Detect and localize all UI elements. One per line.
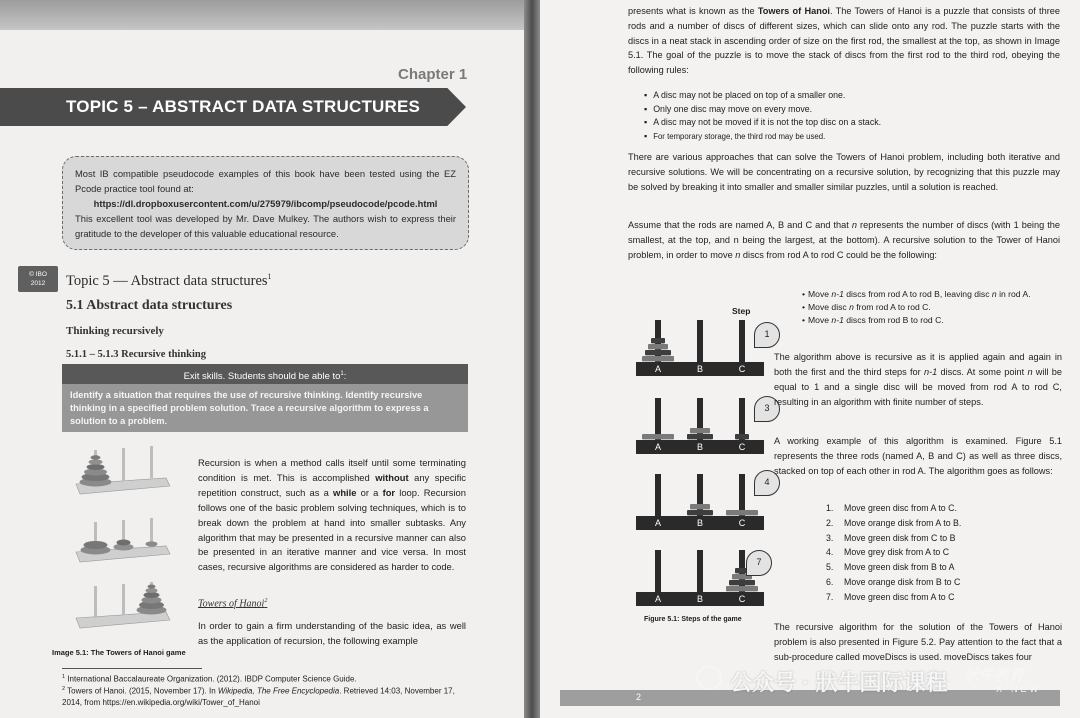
- algorithm-step: [826, 590, 961, 605]
- hanoi-photo-end: [66, 578, 178, 630]
- move-item: [802, 288, 1064, 301]
- subheading: Thinking recursively: [66, 325, 164, 337]
- note-line-1: Most IB compatible pseudocode examples of this book have been tested using the EZ Pcode practice tool found at:: [75, 168, 456, 194]
- hanoi-rod: [655, 398, 661, 440]
- algorithm-step: [826, 575, 961, 590]
- hanoi-photo-middle: [66, 512, 178, 564]
- towers-link-text[interactable]: Towers of Hanoi: [198, 598, 265, 610]
- move-1-pre: Move: [808, 289, 832, 299]
- hanoi-rod: [697, 474, 703, 516]
- watermark-text: 公众号 · 狀牛国际课程: [730, 670, 948, 695]
- watermark-logo: 狀牛教育: [964, 667, 1025, 684]
- algorithm-step-number: 2.: [826, 517, 834, 528]
- rod-label: B: [696, 364, 704, 374]
- hanoi-disc: [642, 356, 674, 361]
- p4-text-1: The algorithm above is recursive as it is applied again and again in both the first and the third steps for: [774, 352, 1062, 377]
- move-1-post: discs from rod A to rod B, leaving disc: [843, 289, 992, 299]
- step-badge: 4: [754, 470, 780, 496]
- note-url[interactable]: https://dl.dropboxusercontent.com/u/275979/ibcomp/pseudocode/pcode.html: [93, 198, 438, 209]
- hanoi-photo-start: [66, 444, 178, 496]
- rule-item: ▪ A disc may not be moved if it is not the top disc on a stack.: [644, 116, 881, 130]
- ibo-badge-line-2: 2012: [30, 280, 46, 287]
- rule-item: ▪ Only one disc may move on every move.: [644, 103, 881, 117]
- hanoi-disc: [687, 510, 713, 515]
- step-diagram: [630, 392, 780, 456]
- assumption-paragraph: [628, 218, 1060, 262]
- recursion-paragraph: [198, 456, 466, 575]
- watermark: [696, 660, 1068, 700]
- rod-label: B: [696, 518, 704, 528]
- hanoi-disc: [729, 580, 755, 585]
- footnote-2-post[interactable]: . Retrieved 14:03, November 17, 2014, from https://en.wikipedia.org/wiki/Tower_of_Hanoi: [62, 686, 455, 707]
- rule-item: ▪ A disc may not be placed on top of a smaller one.: [644, 89, 881, 103]
- rod-label: A: [654, 594, 662, 604]
- move-2-post: from rod A to rod C.: [853, 302, 931, 313]
- rod-label: B: [696, 442, 704, 452]
- footnote-1-text: International Baccalaureate Organization. (2012). IBDP Computer Science Guide.: [67, 674, 357, 684]
- exit-skills-body: Identify a situation that requires the use of recursive thinking. Identify recursive thinking in a specified problem solution. Trace a recursive algorithm to express a solution to a problem.: [62, 384, 468, 432]
- ibo-badge-line-1: © IBO: [29, 271, 47, 278]
- step-diagram: [630, 468, 780, 532]
- hanoi-disc: [648, 344, 668, 349]
- p4-text-2: discs. At some point: [937, 367, 1028, 377]
- move-item: [802, 314, 1064, 327]
- algorithm-step-text: Move green disk from C to B: [844, 532, 956, 543]
- algorithm-step-text: Move orange disk from B to C: [844, 576, 961, 587]
- recursive-moves-list: [802, 288, 1064, 328]
- p3-italic-1: n: [851, 220, 857, 230]
- right-page: [540, 0, 1080, 718]
- p1-bold: Towers of Hanoi: [757, 6, 830, 16]
- hanoi-rod: [655, 550, 661, 592]
- subsubheading: 5.1.1 – 5.1.3 Recursive thinking: [66, 349, 207, 360]
- footnote-2-pre: Towers of Hanoi. (2015, November 17). In: [67, 686, 218, 696]
- recursion-text-4: loop. Recursion follows one of the basic problem solving techniques, which is to break down the problem at hand into smaller subtasks. Any algorithm that may be presented in a recursive manner can also be presented in an iterative manner and vice versa. In most cases, recursive algorithms are considered as harder to code.: [198, 486, 466, 573]
- move-1-it: n-1: [831, 289, 844, 299]
- recursion-bold-for: for: [382, 486, 396, 498]
- algorithm-step-number: 4.: [826, 547, 834, 558]
- left-page: [0, 0, 524, 718]
- book-gutter: [524, 0, 540, 718]
- recursion-text-1: Recursion is when a method calls itself until some terminating condition is met. This is accomplished: [198, 457, 466, 483]
- p3-text-2: represents the number of discs (with 1 being the smallest, at the top, and n being the largest, at the bottom). A recursive solution to the Tower of Hanoi problem, in order to move: [628, 220, 1060, 260]
- exit-skills-footnote-ref[interactable]: 1: [340, 371, 344, 377]
- approaches-paragraph: There are various approaches that can solve the Towers of Hanoi problem, including both iterative and recursive solutions. We will be concentrating on a recursive solution, by recognizing that this puzzle may be solved by breaking it into smaller and smaller similar puzzles, until a solution is reached.: [628, 152, 1060, 192]
- page-number: 2: [636, 692, 642, 702]
- note-line-2: This excellent tool was developed by Mr. Dave Mulkey. The authors wish to express their gratitude to the developer of this valuable educational resource.: [75, 213, 456, 239]
- step-badge: 3: [754, 396, 780, 422]
- footnote-2: [62, 684, 462, 708]
- move-1-it2: n: [991, 289, 997, 299]
- image-caption: Image 5.1: The Towers of Hanoi game: [52, 648, 186, 657]
- top-band: [0, 0, 524, 30]
- algorithm-step-number: 3.: [826, 532, 834, 543]
- step-badge: 7: [746, 550, 772, 576]
- algorithm-step-number: 7.: [826, 591, 834, 602]
- hanoi-disc: [687, 434, 713, 439]
- hanoi-disc: [726, 510, 758, 515]
- p4-text-3: will be equal to 1 and a single disc will be moved from rod A to rod C, resulting in an algorithm with finite number of steps.: [774, 367, 1062, 407]
- hanoi-rod: [655, 474, 661, 516]
- pseudocode-note-box: [62, 156, 469, 250]
- ibo-badge: [18, 266, 58, 292]
- p4-italic-2: n: [1027, 367, 1033, 377]
- algorithm-step-number: 1.: [826, 503, 834, 513]
- footnote-1: [62, 672, 357, 685]
- exit-skills-title: [62, 364, 468, 384]
- move-item: [802, 301, 1064, 314]
- exit-skills-title-end: :: [343, 371, 347, 383]
- rod-label: A: [654, 364, 662, 374]
- p3-text-1: Assume that the rods are named A, B and C and that: [628, 220, 852, 230]
- algorithm-steps-list: [826, 501, 961, 605]
- algorithm-step: [826, 516, 961, 531]
- wechat-icon: [696, 666, 722, 690]
- rod-label: C: [738, 364, 746, 374]
- recursion-bold-while: while: [333, 486, 357, 498]
- rod-label: A: [654, 518, 662, 528]
- p3-italic-2: n: [735, 249, 741, 260]
- hanoi-rod: [739, 474, 745, 516]
- step-diagram-svg: [630, 314, 770, 378]
- watermark-logo-sub: X-NEW: [996, 684, 1041, 694]
- hanoi-rod: [739, 398, 745, 440]
- topic-heading-footnote-ref[interactable]: 1: [267, 272, 272, 281]
- algorithm-step: [826, 560, 961, 575]
- topic-heading-text: Topic 5 — Abstract data structures: [66, 272, 268, 289]
- figure-caption: Figure 5.1: Steps of the game: [644, 616, 742, 623]
- topic-banner-title: TOPIC 5 – ABSTRACT DATA STRUCTURES: [66, 97, 421, 116]
- move-2-pre: Move disc: [808, 302, 850, 313]
- rule-item: ▪ For temporary storage, the third rod may be used.: [644, 130, 881, 144]
- move-2-it: n: [849, 302, 854, 313]
- step-label: Step: [732, 306, 751, 316]
- hanoi-rod: [739, 320, 745, 362]
- footnote-divider: [62, 668, 202, 669]
- hanoi-rod: [697, 398, 703, 440]
- algorithm-step-text: Move green disc from A to C.: [844, 503, 957, 513]
- algorithm-step-number: 5.: [826, 562, 834, 573]
- topic-heading: [66, 272, 272, 290]
- p4-italic-1: n-1: [923, 367, 938, 377]
- step-diagram: [630, 314, 780, 378]
- towers-of-hanoi-link[interactable]: [198, 598, 267, 609]
- algorithm-step-text: Move orange disk from A to B.: [844, 517, 962, 528]
- hanoi-rod: [697, 320, 703, 362]
- move-3-it: n-1: [831, 315, 844, 326]
- move-1-post2: in rod A.: [996, 289, 1031, 299]
- footnote-1-num: 1: [62, 674, 66, 680]
- p1-text-1: presents what is known as the: [628, 6, 758, 16]
- exit-skills-title-text: Exit skills. Students should be able to: [183, 371, 341, 383]
- move-3-pre: Move: [808, 315, 832, 326]
- step-diagram-svg: [630, 392, 770, 456]
- algorithm-step: [826, 501, 961, 516]
- hanoi-disc: [735, 434, 749, 439]
- algorithm-step-number: 6.: [826, 576, 834, 587]
- hanoi-disc: [690, 504, 710, 509]
- chapter-label: Chapter 1: [398, 66, 468, 83]
- rod-label: A: [654, 442, 662, 452]
- move-3-post: discs from rod B to rod C.: [843, 315, 944, 326]
- rules-list: [644, 89, 881, 143]
- rod-label: B: [696, 594, 704, 604]
- section-heading: 5.1 Abstract data structures: [66, 298, 233, 313]
- step-diagram: [630, 544, 780, 608]
- recursion-text-3: or a: [356, 486, 383, 498]
- hanoi-disc: [690, 428, 710, 433]
- towers-link-footnote-ref[interactable]: 2: [264, 598, 268, 604]
- hanoi-disc: [651, 338, 665, 343]
- towers-intro-paragraph: [628, 4, 1060, 78]
- rod-label: C: [738, 518, 746, 528]
- recursion-bold-without: without: [375, 471, 409, 483]
- hanoi-rod: [697, 550, 703, 592]
- algorithm-step-text: Move green disc from A to C: [844, 591, 955, 602]
- step-diagram-svg: [630, 468, 770, 532]
- hanoi-disc: [642, 434, 674, 439]
- working-example-paragraph: A working example of this algorithm is examined. Figure 5.1 represents the three rods (named A, B and C) as well as three discs, stacked on top of each other in rod A. The algorithm goes as follows:: [774, 436, 1062, 476]
- footnote-2-source: Wikipedia, The Free Encyclopedia: [217, 686, 340, 696]
- algorithm-step-text: Move grey disk from A to C: [844, 547, 950, 558]
- algorithm-step: [826, 545, 961, 560]
- p1-text-2: . The Towers of Hanoi is a puzzle that consists of three rods and a number of discs of different sizes, which can slide onto any rod. The puzzle starts with the discs in a neat stack in ascending order of size on the first rod, the smallest at the top, as shown in Image 5.1. The goal of the puzzle is to move the stack of discs from the first rod to the third rod, obeying the following rules:: [628, 6, 1060, 76]
- hanoi-disc: [726, 586, 758, 591]
- recursion-text-2: any specific repetition construct, such as a: [198, 471, 466, 498]
- hanoi-disc: [645, 350, 671, 355]
- algorithm-step-text: Move green disk from B to A: [844, 562, 955, 573]
- recursive-solution-paragraph: The recursive algorithm for the solution of the Towers of Hanoi problem is also presented in Figure 5.2. Pay attention to the fact that a sub-procedure called moveDiscs is used. moveDiscs takes four: [774, 622, 1062, 662]
- step-badge: 1: [754, 322, 780, 348]
- rod-label: C: [738, 442, 746, 452]
- intro-paragraph: In order to gain a firm understanding of the basic idea, as well as the application of recursion, the following example: [198, 620, 466, 646]
- rod-label: C: [738, 594, 746, 604]
- footnote-2-num: 2: [62, 686, 66, 692]
- algorithm-explanation-paragraph: [774, 350, 1062, 410]
- p3-text-3: discs from rod A to rod C could be the following:: [740, 249, 937, 260]
- algorithm-step: [826, 531, 961, 546]
